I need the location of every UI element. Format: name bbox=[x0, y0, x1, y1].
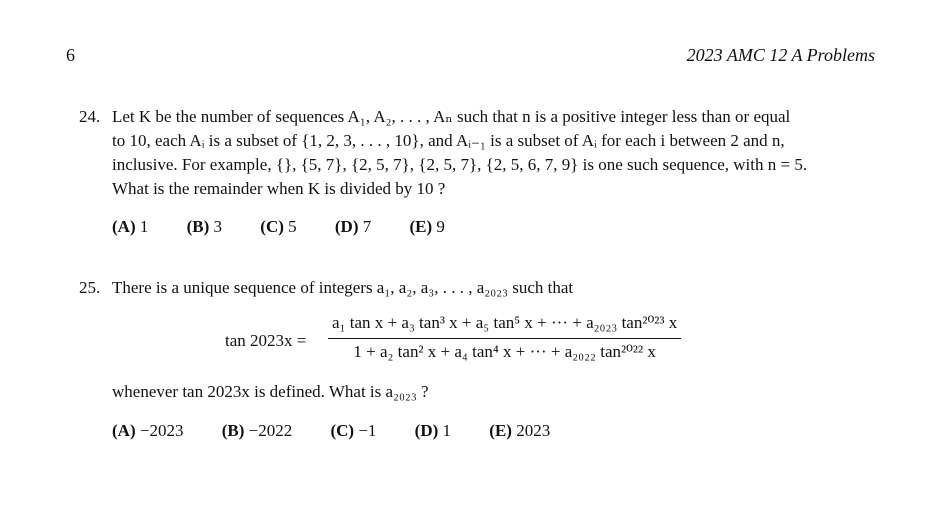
problem-24-choices bbox=[112, 217, 479, 237]
problem-24-line-2: to 10, each Aᵢ is a subset of {1, 2, 3, . . . , 10}, and Aᵢ₋₁ is a subset of Aᵢ for each i between 2 and n, bbox=[112, 131, 785, 150]
equation-numerator: a₁ tan x + a₃ tan³ x + a₅ tan⁵ x + ··· + a₂₀₂₃ tan²⁰²³ x bbox=[332, 313, 678, 332]
problem-24-line-4: What is the remainder when K is divided by 10 ? bbox=[112, 179, 446, 198]
choice-b[interactable]: (B) 3 bbox=[186, 217, 223, 236]
choice-e[interactable]: (E) 2023 bbox=[489, 421, 551, 440]
choice-b[interactable]: (B) −2022 bbox=[221, 421, 293, 440]
problem-25-line-1: There is a unique sequence of integers a₁, a₂, a₃, . . . , a₂₀₂₃ such that bbox=[112, 278, 574, 297]
problem-24-number: 24. bbox=[79, 107, 101, 126]
choice-d[interactable]: (D) 7 bbox=[334, 217, 372, 236]
equation-denominator: 1 + a₂ tan² x + a₄ tan⁴ x + ··· + a₂₀₂₂ tan²⁰²² x bbox=[353, 342, 656, 361]
equation-lhs: tan 2023x = bbox=[225, 331, 307, 350]
choice-a[interactable]: (A) 1 bbox=[112, 217, 149, 236]
choice-c[interactable]: (C) −1 bbox=[330, 421, 377, 440]
problem-25-choices bbox=[112, 421, 584, 441]
running-title: 2023 AMC 12 A Problems bbox=[686, 45, 875, 65]
problem-24-line-3: inclusive. For example, {}, {5, 7}, {2, 5, 7}, {2, 5, 7}, {2, 5, 6, 7, 9} is one such sequence, with n = 5. bbox=[112, 155, 808, 174]
problem-25-number: 25. bbox=[79, 278, 101, 297]
equation-fraction bbox=[328, 313, 681, 362]
problem-25-line-2: whenever tan 2023x is defined. What is a₂₀₂₃ ? bbox=[112, 382, 429, 401]
choice-d[interactable]: (D) 1 bbox=[414, 421, 452, 440]
choice-a[interactable]: (A) −2023 bbox=[112, 421, 184, 440]
choice-e[interactable]: (E) 9 bbox=[409, 217, 445, 236]
fraction-bar bbox=[328, 338, 681, 339]
page-number: 6 bbox=[66, 45, 75, 65]
problem-24-line-1: Let K be the number of sequences A₁, A₂, . . . , Aₙ such that n is a positive integer less than or equal bbox=[112, 107, 791, 126]
choice-c[interactable]: (C) 5 bbox=[260, 217, 297, 236]
